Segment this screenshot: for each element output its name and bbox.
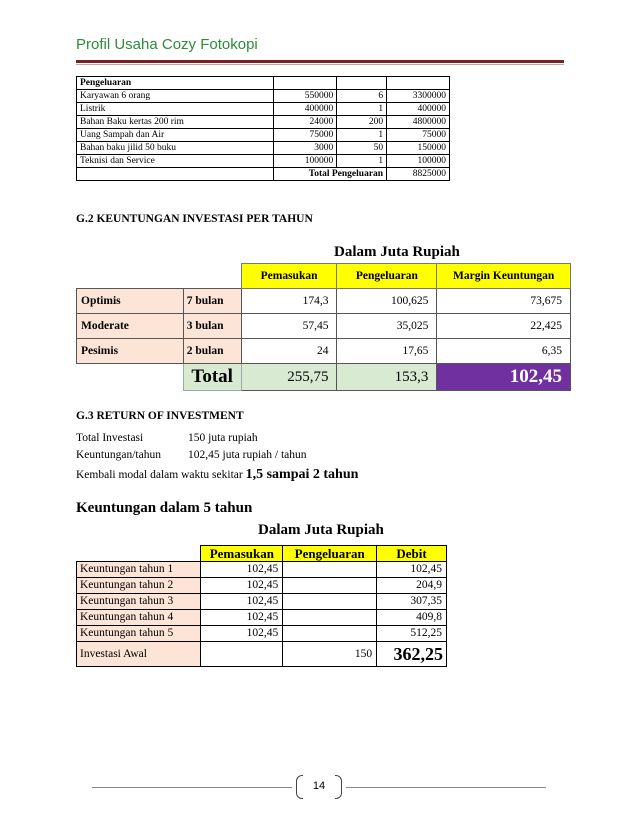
- expense-total: 100000: [387, 155, 450, 168]
- initial-investment-row: [77, 642, 447, 667]
- final-debit-value: 362,25: [377, 642, 447, 667]
- scenario-label: Moderate: [77, 314, 184, 339]
- year-income: 102,45: [201, 562, 283, 578]
- expense-qty: 1: [337, 155, 387, 168]
- scenario-period: 3 bulan: [183, 314, 241, 339]
- investment-total-expense: 153,3: [337, 364, 437, 391]
- year-label: Keuntungan tahun 5: [77, 626, 201, 642]
- expense-qty: 200: [337, 116, 387, 129]
- profit-per-year-line: [76, 449, 307, 461]
- column-header-expense: Pengeluaran: [283, 546, 377, 562]
- investment-total-margin: 102,45: [437, 364, 571, 391]
- expense-row: [77, 155, 450, 168]
- profit-per-year-value: 102,45 juta rupiah / tahun: [188, 449, 307, 461]
- expense-total: 75000: [387, 129, 450, 142]
- investment-total-row: [77, 364, 571, 391]
- payback-text: Kembali modal dalam waktu sekitar: [76, 469, 243, 481]
- expense-heading: Pengeluaran: [77, 77, 274, 90]
- year-income: 102,45: [201, 626, 283, 642]
- five-year-row: [77, 594, 447, 610]
- year-income: 102,45: [201, 578, 283, 594]
- scenario-period: 2 bulan: [183, 339, 241, 364]
- scenario-income: 174,3: [241, 289, 337, 314]
- scenario-income: 57,45: [241, 314, 337, 339]
- expense-total: 400000: [387, 103, 450, 116]
- initial-investment-expense: 150: [283, 642, 377, 667]
- year-expense: [283, 562, 377, 578]
- footer-rule-right: [346, 787, 546, 788]
- page-number-box: [296, 775, 342, 799]
- expense-item: Karyawan 6 orang: [77, 90, 274, 103]
- payback-value: 1,5 sampai 2 tahun: [245, 467, 359, 482]
- footer-rule-left: [92, 787, 292, 788]
- year-debit: 102,45: [377, 562, 447, 578]
- five-year-caption: Dalam Juta Rupiah: [258, 522, 384, 538]
- document-header-title: Profil Usaha Cozy Fotokopi: [76, 36, 258, 53]
- page-number: 14: [312, 780, 326, 792]
- total-investment-value: 150 juta rupiah: [188, 432, 258, 444]
- column-header-expense: Pengeluaran: [337, 264, 437, 289]
- year-label: Keuntungan tahun 1: [77, 562, 201, 578]
- expense-total: 4800000: [387, 116, 450, 129]
- expense-qty: 50: [337, 142, 387, 155]
- year-label: Keuntungan tahun 3: [77, 594, 201, 610]
- year-expense: [283, 610, 377, 626]
- investment-table: [76, 263, 571, 391]
- investment-row: [77, 289, 571, 314]
- five-year-table: [76, 545, 447, 667]
- year-expense: [283, 626, 377, 642]
- initial-investment-label: Investasi Awal: [77, 642, 201, 667]
- investment-total-income: 255,75: [241, 364, 337, 391]
- expense-price: 100000: [274, 155, 337, 168]
- expense-row: [77, 103, 450, 116]
- scenario-income: 24: [241, 339, 337, 364]
- section-g2-heading: G.2 KEUNTUNGAN INVESTASI PER TAHUN: [76, 213, 313, 225]
- five-year-row: [77, 610, 447, 626]
- year-expense: [283, 578, 377, 594]
- expense-price: 3000: [274, 142, 337, 155]
- year-debit: 409,8: [377, 610, 447, 626]
- scenario-label: Optimis: [77, 289, 184, 314]
- column-header-income: Pemasukan: [241, 264, 337, 289]
- investment-total-label: Total: [183, 364, 241, 391]
- column-header-debit: Debit: [377, 546, 447, 562]
- expense-row: [77, 116, 450, 129]
- expense-item: Listrik: [77, 103, 274, 116]
- header-divider: [76, 60, 564, 63]
- expense-item: Uang Sampah dan Air: [77, 129, 274, 142]
- year-expense: [283, 594, 377, 610]
- expense-total: 150000: [387, 142, 450, 155]
- scenario-expense: 35,025: [337, 314, 437, 339]
- expense-table: [76, 76, 450, 181]
- scenario-label: Pesimis: [77, 339, 184, 364]
- expense-heading-row: [77, 77, 450, 90]
- year-debit: 204,9: [377, 578, 447, 594]
- five-year-header-row: [77, 546, 447, 562]
- year-label: Keuntungan tahun 2: [77, 578, 201, 594]
- column-header-margin: Margin Keuntungan: [437, 264, 571, 289]
- expense-item: Bahan baku jilid 50 buku: [77, 142, 274, 155]
- expense-row: [77, 142, 450, 155]
- section-g3-heading: G.3 RETURN OF INVESTMENT: [76, 410, 244, 422]
- expense-qty: 1: [337, 103, 387, 116]
- five-year-title: Keuntungan dalam 5 tahun: [76, 500, 253, 516]
- scenario-expense: 17,65: [337, 339, 437, 364]
- expense-price: 24000: [274, 116, 337, 129]
- expense-total-value: 8825000: [387, 168, 450, 181]
- five-year-row: [77, 578, 447, 594]
- expense-item: Teknisi dan Service: [77, 155, 274, 168]
- expense-price: 400000: [274, 103, 337, 116]
- scenario-period: 7 bulan: [183, 289, 241, 314]
- bracket-right-icon: [335, 775, 342, 799]
- expense-price: 550000: [274, 90, 337, 103]
- total-investment-line: [76, 432, 258, 444]
- expense-price: 75000: [274, 129, 337, 142]
- investment-header-row: [77, 264, 571, 289]
- g2-table-caption: Dalam Juta Rupiah: [334, 244, 460, 260]
- scenario-expense: 100,625: [337, 289, 437, 314]
- scenario-margin: 73,675: [437, 289, 571, 314]
- expense-total: 3300000: [387, 90, 450, 103]
- expense-item: Bahan Baku kertas 200 rim: [77, 116, 274, 129]
- column-header-income: Pemasukan: [201, 546, 283, 562]
- year-income: 102,45: [201, 594, 283, 610]
- investment-row: [77, 314, 571, 339]
- expense-row: [77, 129, 450, 142]
- expense-qty: 1: [337, 129, 387, 142]
- five-year-row: [77, 626, 447, 642]
- scenario-margin: 6,35: [437, 339, 571, 364]
- scenario-margin: 22,425: [437, 314, 571, 339]
- total-investment-label: Total Investasi: [76, 432, 144, 444]
- year-income: 102,45: [201, 610, 283, 626]
- year-debit: 512,25: [377, 626, 447, 642]
- investment-row: [77, 339, 571, 364]
- expense-row: [77, 90, 450, 103]
- five-year-row: [77, 562, 447, 578]
- profit-per-year-label: Keuntungan/tahun: [76, 449, 161, 461]
- year-label: Keuntungan tahun 4: [77, 610, 201, 626]
- expense-qty: 6: [337, 90, 387, 103]
- expense-total-row: [77, 168, 450, 181]
- year-debit: 307,35: [377, 594, 447, 610]
- initial-investment-income: [201, 642, 283, 667]
- payback-line: [76, 467, 358, 483]
- expense-total-label: Total Pengeluaran: [274, 168, 387, 181]
- header-divider-light: [76, 64, 564, 65]
